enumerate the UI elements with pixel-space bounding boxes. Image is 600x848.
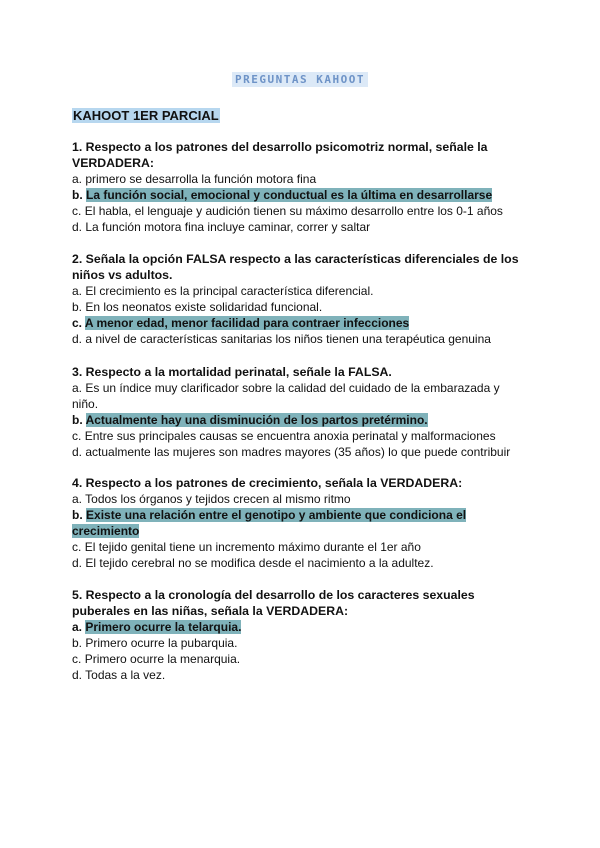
option-letter: c. xyxy=(72,204,82,218)
option-text: La función motora fina incluye caminar, correr y saltar xyxy=(85,220,371,234)
option-letter: d. xyxy=(72,556,83,570)
option-text: Es un índice muy clarificador sobre la calidad del cuidado de la embarazada y niño. xyxy=(72,381,500,411)
option-b-correct xyxy=(72,412,522,428)
option-text: El habla, el lenguaje y audición tienen su máximo desarrollo entre los 0-1 años xyxy=(84,204,503,218)
option-text: actualmente las mujeres son madres mayores (35 años) lo que puede contribuir xyxy=(85,445,511,459)
highlighted-answer: La función social, emocional y conductual es la última en desarrollarse xyxy=(86,188,493,202)
section-heading-text: KAHOOT 1ER PARCIAL xyxy=(73,108,219,123)
highlighted-answer: Actualmente hay una disminución de los partos pretérmino. xyxy=(85,413,428,427)
option-a xyxy=(72,171,522,187)
option-letter: d. xyxy=(72,445,83,459)
question-4 xyxy=(72,475,522,571)
option-c-correct xyxy=(72,315,522,331)
option-a xyxy=(72,380,522,412)
option-c xyxy=(72,428,522,444)
option-text: Todas a la vez. xyxy=(85,668,166,682)
option-letter: b. xyxy=(72,413,83,427)
highlighted-answer: A menor edad, menor facilidad para contraer infecciones xyxy=(84,316,410,330)
option-b-correct xyxy=(72,507,522,539)
option-letter: c. xyxy=(72,316,83,330)
option-letter: b. xyxy=(72,188,83,202)
option-c xyxy=(72,203,522,219)
question-text: 1. Respecto a los patrones del desarrollo psicomotriz normal, señale la VERDADERA: xyxy=(72,140,488,170)
option-letter: b. xyxy=(72,300,83,314)
highlighted-answer: Existe una relación entre el genotipo y ambiente que condiciona el crecimiento xyxy=(72,508,467,538)
option-d xyxy=(72,667,522,683)
option-c xyxy=(72,539,522,555)
option-letter: a. xyxy=(72,381,83,395)
option-b xyxy=(72,299,522,315)
option-text: Primero ocurre la menarquia. xyxy=(84,652,241,666)
option-text: Todos los órganos y tejidos crecen al mismo ritmo xyxy=(85,492,351,506)
option-d xyxy=(72,219,522,235)
option-letter: c. xyxy=(72,429,82,443)
option-letter: a. xyxy=(72,492,83,506)
option-b-correct xyxy=(72,187,522,203)
option-letter: a. xyxy=(72,284,83,298)
option-a xyxy=(72,491,522,507)
option-letter: a. xyxy=(72,172,83,186)
question-text: 4. Respecto a los patrones de crecimiento, señala la VERDADERA: xyxy=(72,476,463,490)
option-letter: b. xyxy=(72,508,83,522)
option-letter: d. xyxy=(72,668,83,682)
question-5 xyxy=(72,587,522,683)
option-d xyxy=(72,331,522,347)
option-d xyxy=(72,555,522,571)
option-letter: c. xyxy=(72,540,82,554)
question-text: 5. Respecto a la cronología del desarrollo de los caracteres sexuales puberales en las niñas, señala la VERDADERA: xyxy=(72,588,475,618)
document-title xyxy=(0,73,600,86)
option-text: a nivel de características sanitarias los niños tienen una terapéutica genuina xyxy=(85,332,491,346)
option-letter: d. xyxy=(72,332,83,346)
option-d xyxy=(72,444,522,460)
highlighted-answer: Primero ocurre la telarquia. xyxy=(85,620,242,634)
option-text: Primero ocurre la pubarquia. xyxy=(85,636,238,650)
question-1 xyxy=(72,139,522,235)
option-letter: b. xyxy=(72,636,83,650)
option-a-correct xyxy=(72,619,522,635)
question-text: 3. Respecto a la mortalidad perinatal, señale la FALSA. xyxy=(72,365,392,379)
option-text: Entre sus principales causas se encuentra anoxia perinatal y malformaciones xyxy=(84,429,496,443)
option-c xyxy=(72,651,522,667)
option-letter: d. xyxy=(72,220,83,234)
option-letter: a. xyxy=(72,620,83,634)
question-3 xyxy=(72,364,522,460)
section-heading xyxy=(72,108,220,123)
document-title-text: PREGUNTAS KAHOOT xyxy=(232,72,368,87)
option-letter: c. xyxy=(72,652,82,666)
option-text: El crecimiento es la principal característica diferencial. xyxy=(85,284,374,298)
option-text: El tejido genital tiene un incremento máximo durante el 1er año xyxy=(84,540,421,554)
option-a xyxy=(72,283,522,299)
option-text: primero se desarrolla la función motora fina xyxy=(85,172,317,186)
option-text: En los neonatos existe solidaridad funcional. xyxy=(85,300,323,314)
question-text: 2. Señala la opción FALSA respecto a las características diferenciales de los niños vs adultos. xyxy=(72,252,519,282)
question-2 xyxy=(72,251,522,347)
option-b xyxy=(72,635,522,651)
option-text: El tejido cerebral no se modifica desde el nacimiento a la adultez. xyxy=(85,556,434,570)
